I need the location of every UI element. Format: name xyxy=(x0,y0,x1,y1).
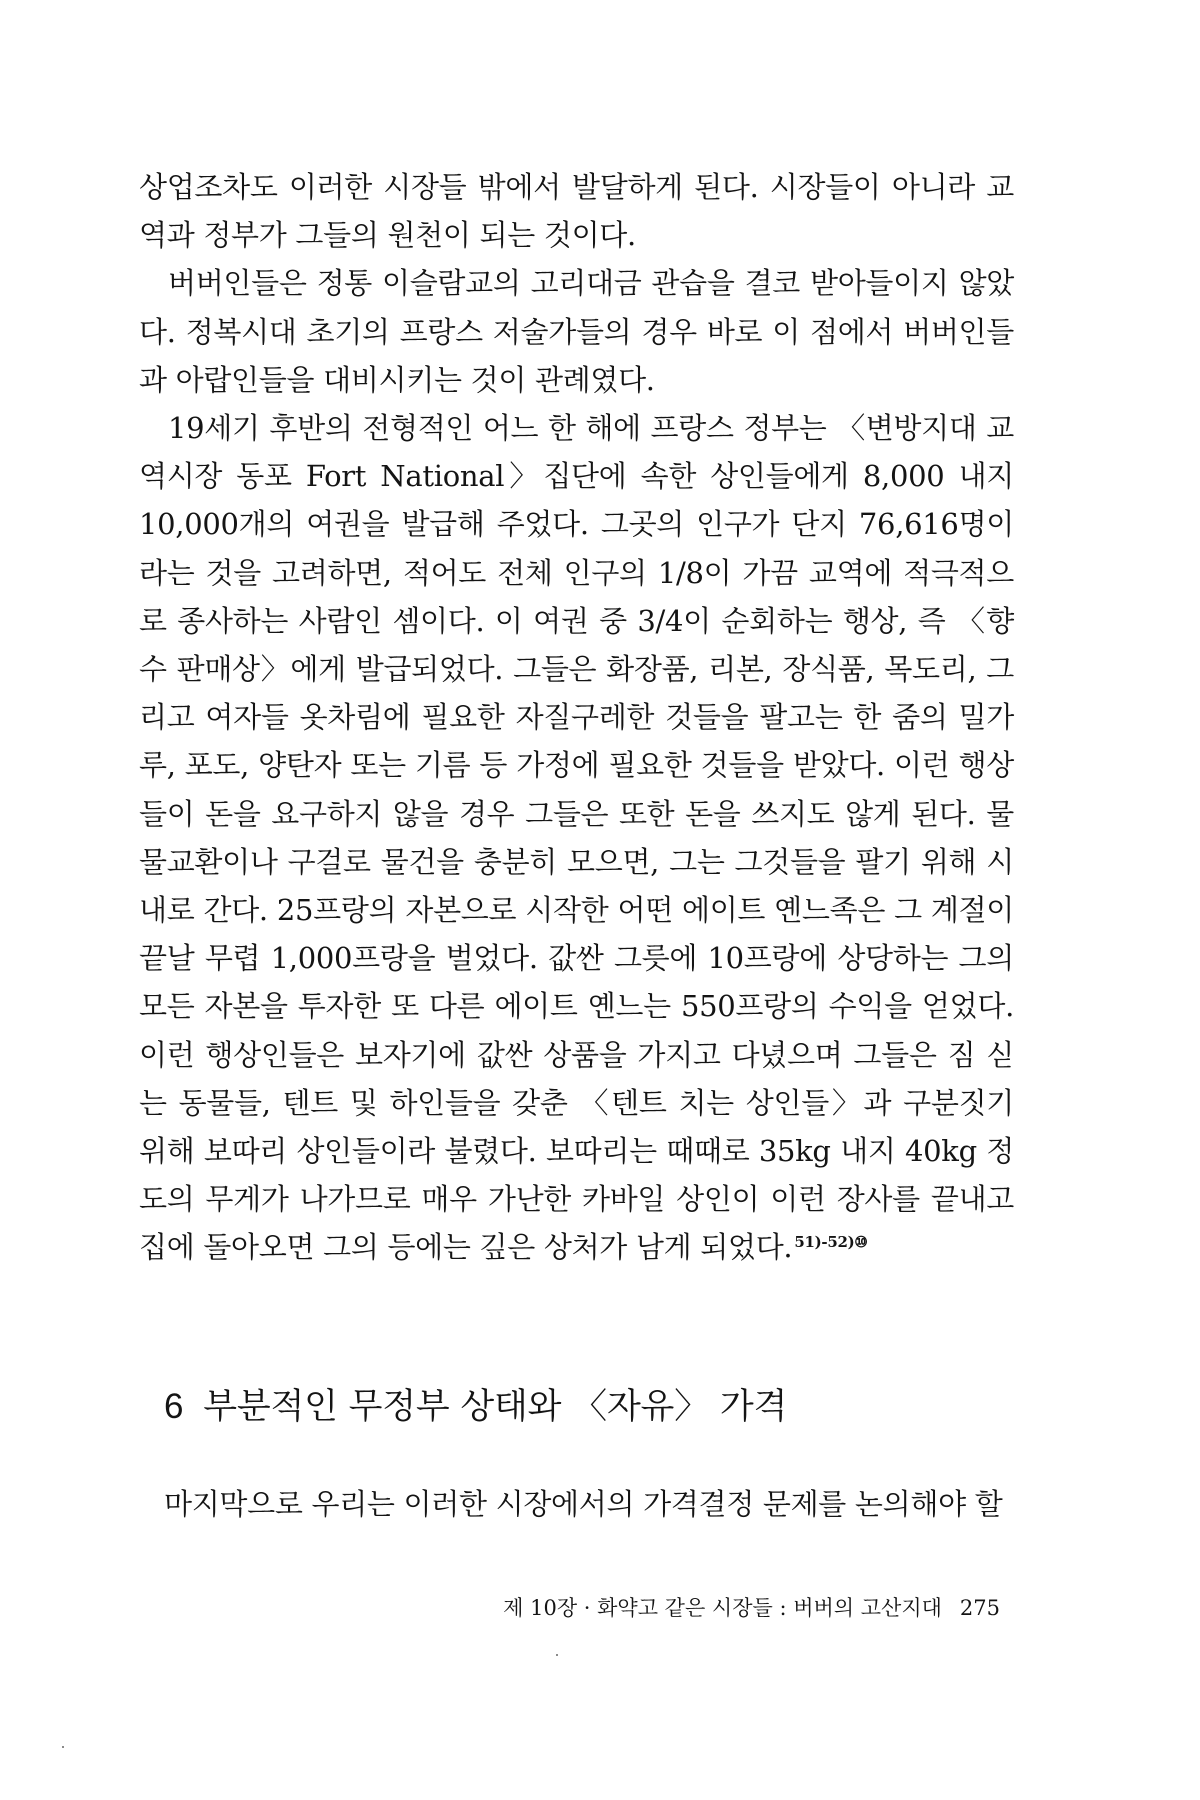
page-number: 275 xyxy=(959,1596,1000,1620)
running-head: 제 10장 · 화약고 같은 시장들 : 버버의 고산지대 xyxy=(503,1596,942,1620)
scan-speck xyxy=(62,1746,64,1748)
section-title: 부분적인 무정부 상태와 〈자유〉 가격 xyxy=(203,1387,788,1427)
running-footer xyxy=(440,1593,1000,1623)
paragraph-passports xyxy=(139,404,1014,1272)
paragraph-continuation: 상업조차도 이러한 시장들 밖에서 발달하게 된다. 시장들이 아니라 교역과 정부가 그들의 원천이 되는 것이다. xyxy=(139,170,1014,253)
section-number: 6 xyxy=(164,1387,184,1426)
scan-speck xyxy=(556,1654,558,1656)
body-text xyxy=(139,163,1014,1272)
paragraph-usury: 버버인들은 정통 이슬람교의 고리대금 관습을 결코 받아들이지 않았다. 정복시대 초기의 프랑스 저술가들의 경우 바로 이 점에서 버버인들과 아랍인들을 대비시키는 것이 관례였다. xyxy=(139,266,1014,397)
footnote-reference: 51)-52)⑩ xyxy=(794,1232,868,1251)
paragraph-pricing-intro: 마지막으로 우리는 이러한 시장에서의 가격결정 문제를 논의해야 할 xyxy=(164,1487,1003,1521)
section-heading xyxy=(164,1382,1024,1432)
paragraph-passports-text: 19세기 후반의 전형적인 어느 한 해에 프랑스 정부는 〈변방지대 교역시장 동포 Fort National〉집단에 속한 상인들에게 8,000 내지 10,000개의 여권을 발급해 주었다. 그곳의 인구가 단지 76,616명이라는 것을 고려하면, 적어도 전체 인구의 1/8이 가끔 교역에 적극적으로 종사하는 사람인 셈이다. 이 여권 중 3/4이 순회하는 행상, 즉 〈향수 판매상〉에게 발급되었다. 그들은 화장품, 리본, 장식품, 목도리, 그리고 여자들 옷차림에 필요한 자질구레한 것들을 팔고는 한 줌의 밀가루, 포도, 양탄자 또는 기름 등 가정에 필요한 것들을 받았다. 이런 행상들이 돈을 요구하지 않을 경우 그들은 또한 돈을 쓰지도 않게 된다. 물물교환이나 구걸로 물건을 충분히 모으면, 그는 그것들을 팔기 위해 시내로 간다. 25프랑의 자본으로 시작한 어떤 에이트 옌느족은 그 계절이 끝날 무렵 1,000프랑을 벌었다. 값싼 그릇에 10프랑에 상당하는 그의 모든 자본을 투자한 또 다른 에이트 옌느는 550프랑의 수익을 얻었다. 이런 행상인들은 보자기에 값싼 상품을 가지고 다녔으며 그들은 짐 싣는 동물들, 텐트 및 하인들을 갖춘 〈텐트 치는 상인들〉과 구분짓기 위해 보따리 상인들이라 불렸다. 보따리는 때때로 35kg 내지 40kg 정도의 무게가 나가므로 매우 가난한 카바일 상인이 이런 장사를 끝내고 집에 돌아오면 그의 등에는 깊은 상처가 남게 되었다. xyxy=(139,411,1014,1265)
